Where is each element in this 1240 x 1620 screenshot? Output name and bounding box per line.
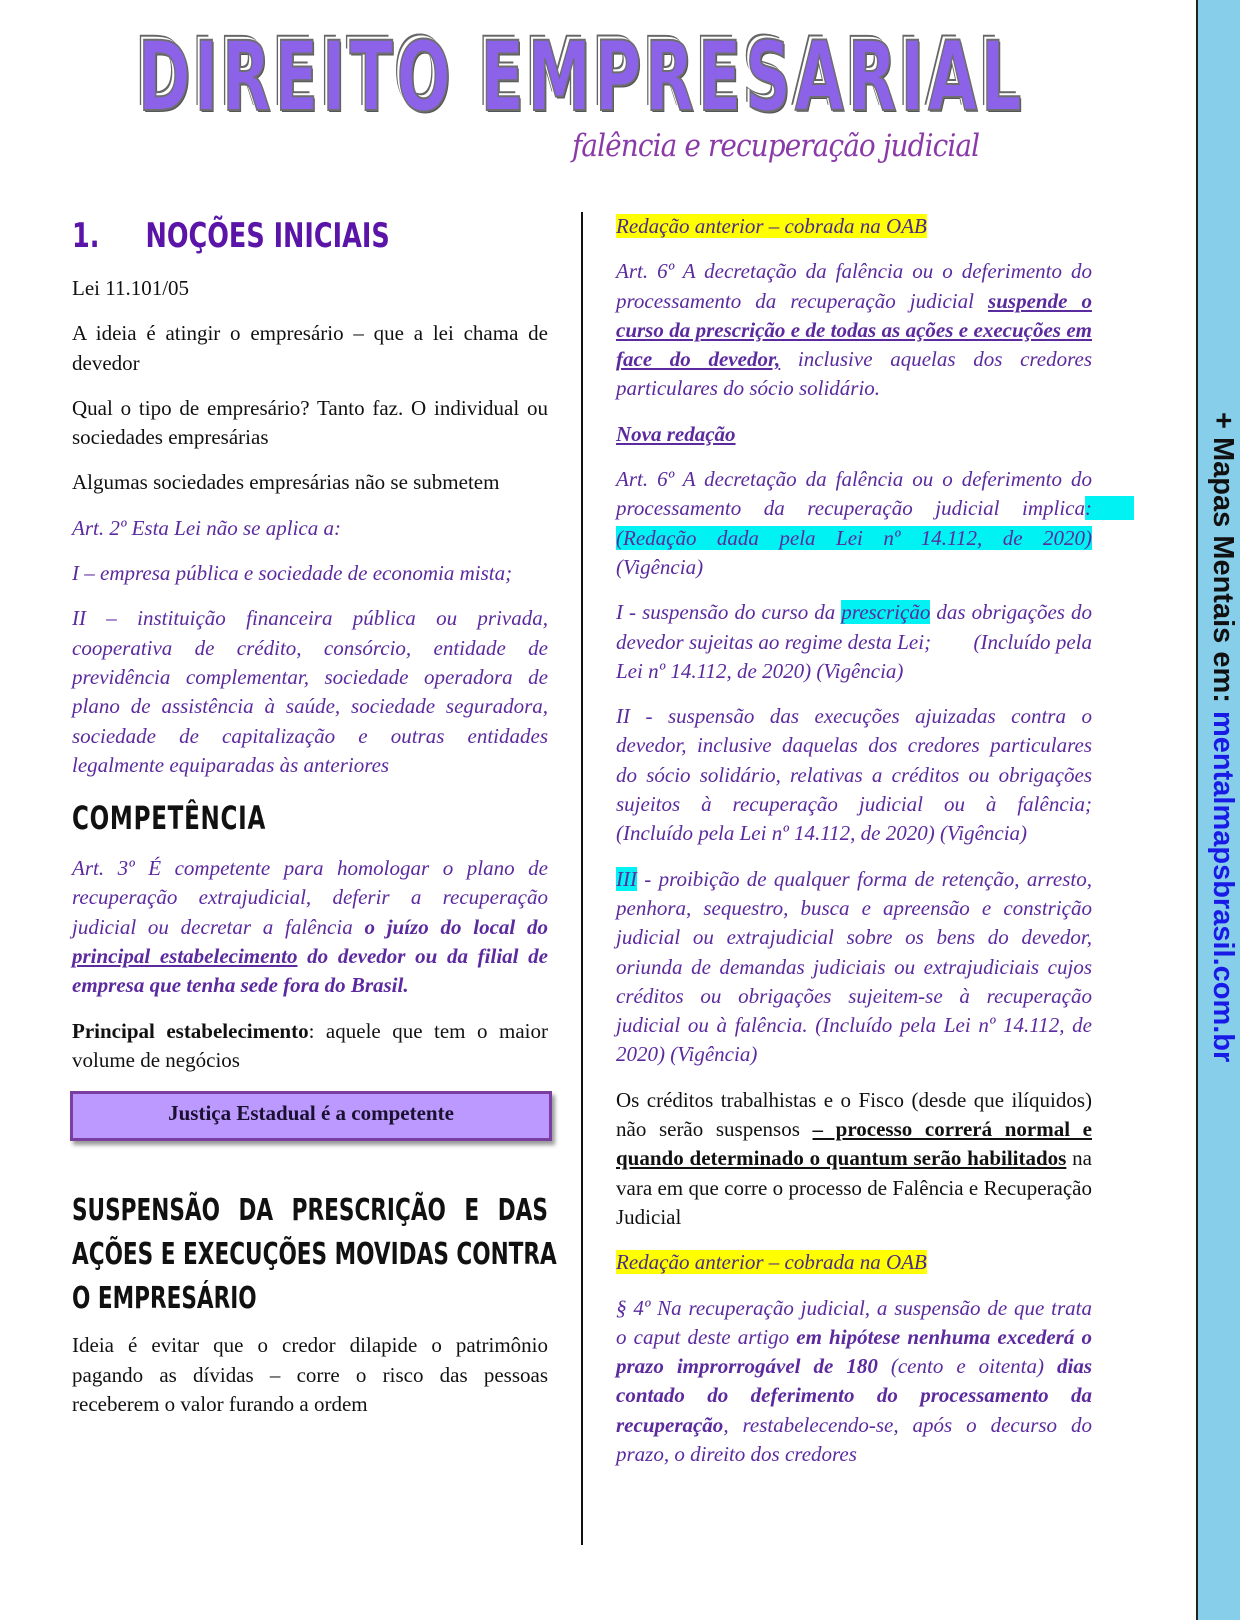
art6-inciso-i: [616, 598, 1098, 686]
art6-new-vigencia: (Vigência): [616, 525, 1134, 579]
art6-new-part1: Art. 6º A decretação da falência ou o deferimento do processamento da recuperação judicial implica: [616, 467, 1098, 521]
creditos-part1: Os créditos trabalhistas e o Fisco (desde que ilíquidos) não serão suspensos: [616, 1087, 1092, 1142]
redacao-anterior-label-1: [616, 212, 1092, 241]
highlight-yellow: Redação anterior – cobrada na OAB: [616, 1250, 927, 1275]
inciso-iii-text: - proibição de qualquer forma de retenção, arresto, penhora, sequestro, busca e apreensão e constrição judicial ou extrajudicial sobre os bens do devedor, oriunda de demandas judiciais ou extrajudiciais cujos créditos ou obrigações sujeitem-se à recuperação judicial ou à falência. (Incluído pela Lei nº 14.112, de 2020) (Vigência): [616, 866, 1092, 1067]
principal-estabelecimento-definition: [72, 1017, 548, 1076]
heading-suspensao-line-3: O EMPRESÁRIO: [72, 1281, 257, 1317]
promo-text[interactable]: [1206, 412, 1239, 1062]
lei-reference: Lei 11.101/05: [72, 276, 190, 300]
art6-inciso-ii: II - suspensão das execuções ajuizadas contra o devedor, inclusive daquelas dos credores particulares do sócio solidário, relativas a créditos ou obrigações sujeitos à recuperação judicial ou à falência; (Incluído pela Lei nº 14.112, de 2020) (Vigência): [616, 704, 1134, 846]
paragraph-algumas: Algumas sociedades empresárias não se submetem: [72, 470, 500, 495]
art3-part1: Art. 3º É competente para homologar o plano de recuperação extrajudicial, deferir a recuperação judicial ou decretar a falência: [72, 856, 548, 939]
paragrafo-4: [616, 1294, 1092, 1470]
principal-term: Principal estabelecimento: [72, 1018, 309, 1043]
par4-bold2: dias contado do deferimento do processamento da recuperação: [616, 1354, 1093, 1437]
heading-competencia: COMPETÊNCIA: [72, 799, 267, 838]
art3-bold1: o juízo do local do: [364, 914, 548, 939]
par4-part3: , restabelecendo-se, após o decurso do prazo, o direito dos credores: [616, 1412, 1092, 1466]
heading-suspensao: [72, 1189, 557, 1321]
highlight-cyan-prescricao: prescrição: [841, 600, 931, 625]
art6-new-text: [616, 465, 1134, 582]
callout-justica-estadual: Justiça Estadual é a competente: [70, 1091, 552, 1141]
par4-bold1: em hipótese nenhuma excederá o prazo improrrogável de 180: [616, 1324, 1092, 1379]
art6-old-part1: Art. 6º A decretação da falência ou o deferimento do processamento da recuperação judicial: [616, 259, 1092, 313]
principal-definition: : aquele que tem o maior volume de negócios: [72, 1018, 548, 1072]
section-heading-nocoes: [72, 216, 429, 256]
section-title: NOÇÕES INICIAIS: [145, 216, 390, 256]
art3-principal-estabelecimento: principal estabelecimento: [72, 944, 298, 969]
creditos-emphasis: – processo correrá normal e quando determinado o quantum serão habilitados: [616, 1117, 1092, 1171]
inciso-i-part2: das obrigações do devedor sujeitas ao regime desta Lei; (Incluído pela Lei nº 14.112, de 2020) (Vigência): [616, 600, 1098, 683]
art6-old-emphasis: suspende o curso da prescrição e de todas as ações e execuções em face do devedor,: [616, 288, 1092, 372]
highlight-cyan-iii: III: [616, 866, 637, 891]
art6-old-part2: inclusive aquelas dos credores particulares do sócio solidário.: [616, 347, 1092, 401]
art2-caput: Art. 2º Esta Lei não se aplica a:: [72, 515, 341, 540]
inciso-i-part1: I - suspensão do curso da: [616, 600, 842, 625]
promo-url-link[interactable]: mentalmapsbrasil.com.br: [1207, 710, 1239, 1063]
highlight-yellow: Redação anterior – cobrada na OAB: [616, 214, 927, 238]
paragraph-tipo: Qual o tipo de empresário? Tanto faz. O individual ou sociedades empresárias: [72, 395, 548, 450]
paragraph-ideia: A ideia é atingir o empresário – que a lei chama de devedor: [72, 321, 548, 375]
art2-inciso-ii: II – instituição financeira pública ou privada, cooperativa de crédito, consórcio, entidade de previdência complementar, sociedade operadora de plano de assistência à saúde, sociedade seguradora, sociedade de capitalização e outras entidades legalmente equiparadas às anteriores: [72, 606, 548, 777]
par4-part1: § 4º Na recuperação judicial, a suspensão de que trata o caput deste artigo: [616, 1295, 1092, 1349]
right-column: [616, 212, 1134, 1485]
column-divider: [581, 212, 583, 1545]
nova-redacao-label: Nova redação: [616, 421, 736, 446]
art2-inciso-i: I – empresa pública e sociedade de economia mista;: [72, 561, 513, 586]
promo-sidebar: [1196, 0, 1240, 1620]
heading-suspensao-line-2: AÇÕES E EXECUÇÕES MOVIDAS CONTRA: [72, 1237, 557, 1273]
highlight-cyan-redacao: : (Redação dada pela Lei nº 14.112, de 2020): [616, 496, 1134, 550]
heading-suspensao-line-1: SUSPENSÃO DA PRESCRIÇÃO E DAS: [72, 1193, 548, 1229]
art6-old-text: [616, 257, 1092, 403]
par4-part2: (cento e oitenta): [877, 1354, 1057, 1379]
art3-text: [72, 854, 548, 1000]
page-title: DIREITO EMPRESARIAL: [138, 21, 1026, 133]
left-column: [72, 212, 557, 1435]
paragraph-creditos: [616, 1086, 1092, 1232]
promo-prefix: + Mapas Mentais em:: [1207, 412, 1239, 711]
paragraph-evitar: Ideia é evitar que o credor dilapide o patrimônio pagando as dívidas – corre o risco das pessoas receberem o valor furando a ordem: [72, 1333, 548, 1416]
page-subtitle: falência e recuperação judicial: [572, 128, 980, 164]
section-number: 1.: [72, 216, 100, 256]
art6-inciso-iii: [616, 865, 1092, 1070]
redacao-anterior-label-2: [616, 1248, 1092, 1277]
art3-bold2: do devedor ou da filial de empresa que tenha sede fora do Brasil.: [72, 944, 548, 998]
creditos-part2: na vara em que corre o processo de Falência e Recuperação Judicial: [616, 1146, 1092, 1229]
